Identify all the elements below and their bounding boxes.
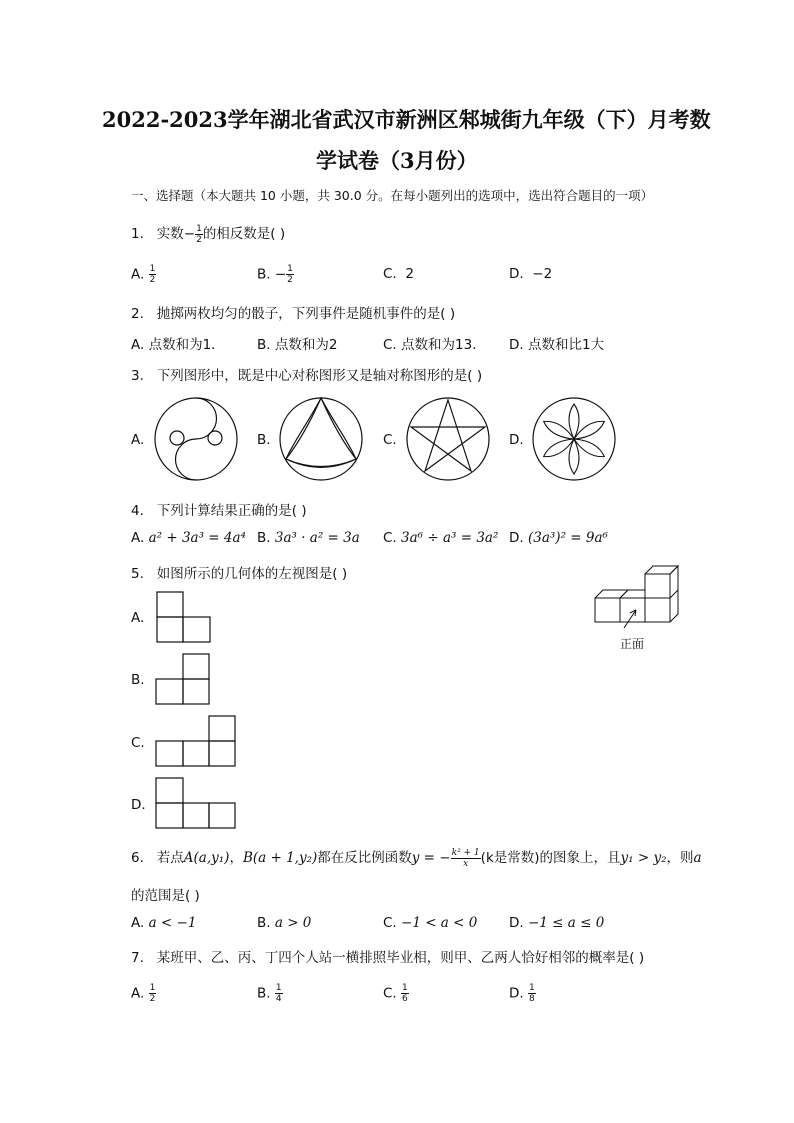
option-d[interactable]: [509, 983, 536, 1004]
question-number: 2.: [131, 306, 144, 322]
math-expression: −1 < a < 0: [401, 915, 478, 931]
fraction: [149, 983, 157, 1004]
question-number: 1.: [131, 226, 144, 242]
option-text: 点数和为1．: [148, 337, 225, 353]
option-label: B.: [257, 337, 271, 353]
option-a-label[interactable]: A.: [131, 610, 145, 626]
question-6: [131, 846, 702, 869]
option-label: A.: [131, 915, 145, 931]
option-b[interactable]: [257, 983, 283, 1004]
condition: y₁ > y₂: [620, 850, 667, 866]
option-label: D.: [509, 337, 524, 353]
option-c-label[interactable]: C.: [383, 432, 397, 448]
fraction: [195, 224, 203, 245]
option-label: D.: [509, 530, 524, 546]
fraction-numerator: 1: [402, 983, 408, 993]
fraction-numerator: 1: [528, 983, 535, 993]
option-b[interactable]: [257, 530, 360, 546]
fraction-denominator: 8: [528, 994, 535, 1004]
option-d-label[interactable]: D.: [131, 797, 146, 813]
option-label: D.: [509, 915, 524, 931]
left-view-option-d[interactable]: [155, 777, 241, 831]
option-d[interactable]: [509, 266, 552, 282]
math-expression: a² + 3a³ = 4a⁴: [148, 530, 246, 546]
fraction-denominator: x: [463, 858, 469, 869]
fraction: [528, 983, 536, 1004]
question-text: ，则: [666, 850, 694, 866]
fraction: [451, 848, 481, 869]
figure-pentagram[interactable]: [405, 396, 491, 482]
comma: ，: [229, 850, 243, 866]
fraction-numerator: 1: [275, 983, 282, 993]
option-label: B.: [257, 266, 271, 283]
question-text: 下列图形中，既是中心对称图形又是轴对称图形的是( ): [156, 368, 483, 384]
option-label: A.: [131, 337, 145, 353]
option-a-label[interactable]: A.: [131, 432, 145, 448]
option-label: A.: [131, 985, 145, 1002]
function-lhs: y = −: [411, 850, 451, 866]
option-label: B.: [257, 530, 271, 546]
question-text: 若点: [156, 850, 184, 866]
option-label: A.: [131, 530, 145, 546]
fraction-numerator: 1: [149, 264, 156, 274]
question-text: 下列计算结果正确的是( ): [156, 503, 307, 519]
option-b[interactable]: [257, 264, 294, 285]
fraction-numerator: 1: [287, 264, 293, 274]
option-c[interactable]: [383, 530, 498, 546]
question-text: 如图所示的几何体的左视图是( ): [156, 566, 348, 582]
fraction-denominator: 2: [149, 994, 156, 1004]
point-a: A(a,y₁): [183, 850, 230, 866]
minus-sign: −: [183, 226, 196, 242]
option-text: 2: [405, 266, 414, 282]
fraction: [149, 264, 157, 285]
question-number: 7.: [131, 950, 144, 966]
fraction: [401, 983, 409, 1004]
question-number: 6.: [131, 850, 144, 866]
option-label: A.: [131, 266, 145, 283]
option-c[interactable]: [383, 266, 414, 282]
option-d[interactable]: [509, 915, 604, 931]
fraction-numerator: k² + 1: [451, 847, 480, 858]
option-label: C.: [383, 985, 397, 1002]
math-expression: a < −1: [148, 915, 197, 931]
option-label: B.: [257, 985, 271, 1002]
minus-sign: −: [274, 266, 287, 283]
option-c-label[interactable]: C.: [131, 735, 145, 751]
option-d[interactable]: [509, 333, 604, 353]
option-b[interactable]: [257, 333, 337, 353]
option-a[interactable]: [131, 333, 225, 353]
question-number: 3.: [131, 368, 144, 384]
math-expression: a > 0: [274, 915, 312, 931]
question-2: [131, 302, 455, 322]
math-expression: (3a³)² = 9a⁶: [527, 530, 608, 546]
option-label: C.: [383, 530, 397, 546]
exam-title-line1: 2022-2023学年湖北省武汉市新洲区邾城街九年级（下）月考数: [102, 107, 711, 132]
option-a[interactable]: [131, 915, 196, 931]
option-a[interactable]: [131, 264, 156, 285]
question-number: 4.: [131, 503, 144, 519]
question-5: [131, 562, 347, 582]
question-4: [131, 499, 307, 519]
question-6-line2: 的范围是( ): [131, 888, 200, 904]
fraction-numerator: 1: [149, 983, 156, 993]
option-text: −2: [532, 266, 553, 282]
left-view-option-c[interactable]: [155, 715, 241, 769]
option-b[interactable]: [257, 915, 311, 931]
option-label: B.: [257, 915, 271, 931]
section-heading: 一、选择题（本大题共 10 小题，共 30.0 分。在每小题列出的选项中，选出符合题目的一项）: [131, 188, 654, 203]
question-3: [131, 364, 482, 384]
point-b: B(a + 1,y₂): [242, 850, 318, 866]
question-1: [131, 222, 285, 245]
question-text: (k是常数)的图象上，且: [480, 850, 621, 866]
question-text: 某班甲、乙、丙、丁四个人站一横排照毕业相，则甲、乙两人恰好相邻的概率是( ): [156, 950, 645, 966]
variable: a: [693, 850, 702, 866]
option-label: C.: [383, 915, 397, 931]
question-suffix: 的相反数是( ): [202, 226, 286, 242]
option-d[interactable]: [509, 530, 608, 546]
option-text: 点数和为2: [274, 337, 338, 353]
question-text: 抛掷两枚均匀的骰子，下列事件是随机事件的是( ): [156, 306, 456, 322]
question-text: 都在反比例函数: [317, 850, 412, 866]
math-expression: 3a⁶ ÷ a³ = 3a²: [401, 530, 499, 546]
figure-taiji[interactable]: [153, 396, 239, 482]
option-text: 点数和为13．: [401, 337, 486, 353]
left-view-option-b[interactable]: [155, 653, 215, 707]
fraction-denominator: 2: [196, 234, 202, 245]
option-label: C.: [383, 337, 397, 353]
option-text: 点数和比1大: [527, 337, 605, 353]
fraction: [286, 264, 294, 285]
option-a[interactable]: [131, 983, 156, 1004]
option-d-label[interactable]: D.: [509, 432, 524, 448]
fraction-denominator: 6: [402, 994, 408, 1004]
math-expression: −1 ≤ a ≤ 0: [527, 915, 605, 931]
option-c[interactable]: [383, 983, 409, 1004]
option-label: D.: [509, 985, 524, 1002]
option-label: C.: [383, 266, 397, 282]
figure-flower[interactable]: [531, 396, 617, 482]
math-expression: 3a³ · a² = 3a: [274, 530, 360, 546]
option-b-label[interactable]: B.: [257, 432, 271, 448]
option-label: D.: [509, 266, 524, 282]
figure-3d-solid: [592, 562, 692, 632]
question-7: [131, 946, 644, 966]
option-b-label[interactable]: B.: [131, 672, 145, 688]
fraction-numerator: 1: [196, 223, 202, 234]
question-number: 5.: [131, 566, 144, 582]
figure-reuleaux[interactable]: [278, 396, 364, 482]
exam-title-line2: 学试卷（3月份）: [316, 148, 478, 173]
option-c[interactable]: [383, 333, 486, 353]
option-c[interactable]: [383, 915, 477, 931]
fraction-denominator: 2: [149, 275, 156, 285]
question-prefix: 实数: [156, 226, 184, 242]
option-a[interactable]: [131, 530, 246, 546]
left-view-option-a[interactable]: [156, 591, 216, 645]
front-view-label: 正面: [620, 637, 645, 651]
fraction-denominator: 2: [287, 275, 293, 285]
fraction: [275, 983, 283, 1004]
fraction-denominator: 4: [275, 994, 282, 1004]
